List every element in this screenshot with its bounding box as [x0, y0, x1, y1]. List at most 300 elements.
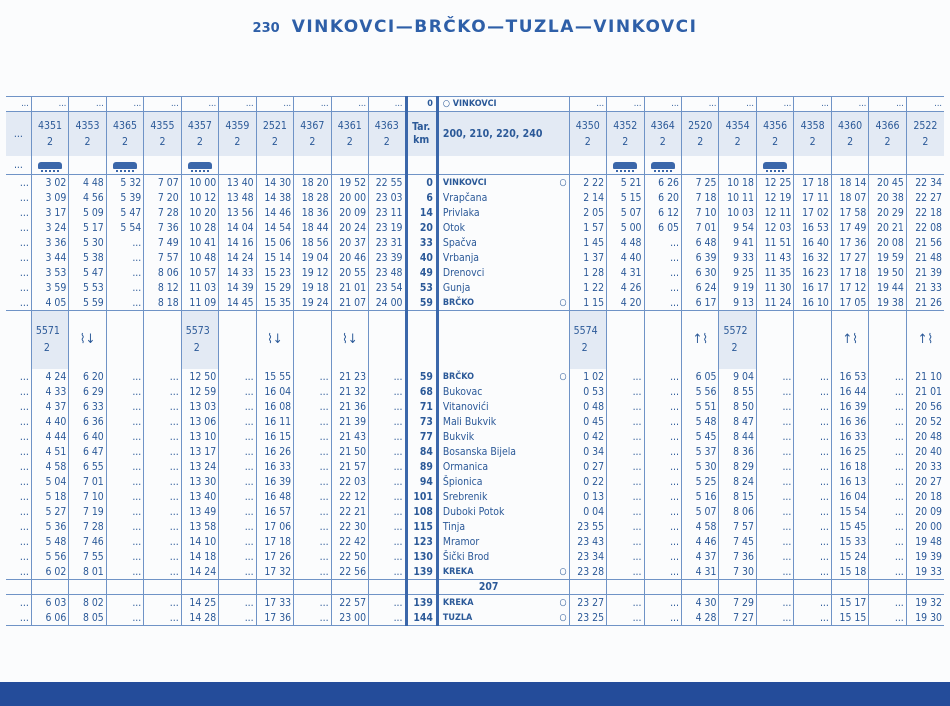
time-cell: 11 35	[756, 265, 793, 280]
connection-cell: ...	[569, 97, 606, 112]
time-cell: 6 17	[681, 295, 718, 311]
train-number: 4358	[800, 120, 825, 132]
train-class: 2	[581, 342, 588, 354]
time-cell: 14 54	[256, 220, 293, 235]
railcar-icon	[38, 162, 62, 169]
train-number: 4355	[150, 120, 175, 132]
time-cell: 18 20	[294, 175, 331, 191]
time-cell: ...	[794, 519, 831, 534]
km-cell: 73	[406, 414, 437, 429]
time-cell: 15 23	[256, 265, 293, 280]
time-cell: ...	[19, 430, 29, 443]
time-cell: 5 07	[607, 205, 644, 220]
time-cell: 4 46	[681, 534, 718, 549]
time-cell: 10 57	[181, 265, 218, 280]
icon-cell	[369, 156, 406, 175]
time-cell: 6 40	[69, 429, 106, 444]
time-cell: 9 54	[719, 220, 756, 235]
time-cell: ...	[219, 384, 256, 399]
time-cell: 17 33	[256, 595, 293, 611]
time-cell: 14 24	[219, 250, 256, 265]
time-cell: ...	[19, 505, 29, 518]
time-cell: ...	[106, 534, 143, 549]
time-cell: ...	[794, 399, 831, 414]
time-cell: 18 28	[294, 190, 331, 205]
time-cell: 8 02	[69, 595, 106, 611]
time-cell: 16 11	[256, 414, 293, 429]
station-cell	[437, 489, 569, 504]
train-number-cell	[219, 112, 256, 157]
time-cell: 13 58	[181, 519, 218, 534]
table-row	[6, 265, 944, 280]
time-cell: ...	[644, 595, 681, 611]
time-cell: 8 18	[144, 295, 181, 311]
time-cell: 22 30	[331, 519, 368, 534]
table-row	[6, 280, 944, 295]
station-cell	[437, 190, 569, 205]
time-cell: 6 20	[644, 190, 681, 205]
time-cell: 1 28	[569, 265, 606, 280]
station-name: Šički Brod	[442, 550, 490, 563]
time-cell: ...	[106, 250, 143, 265]
time-cell: ...	[369, 610, 406, 626]
train-number-cell	[644, 112, 681, 157]
time-cell: ...	[369, 504, 406, 519]
time-cell: ...	[219, 519, 256, 534]
time-cell: ...	[106, 384, 143, 399]
train-number-cell	[369, 112, 406, 157]
connection-cell: ...	[756, 97, 793, 112]
time-cell: 6 02	[31, 564, 68, 580]
time-cell: ...	[869, 444, 906, 459]
time-cell: ...	[106, 474, 143, 489]
time-cell: ...	[19, 490, 29, 503]
time-cell: 2 22	[569, 175, 606, 191]
cell	[869, 311, 906, 370]
station-cell	[437, 369, 569, 384]
time-cell: ...	[6, 610, 31, 626]
time-cell: 5 38	[69, 250, 106, 265]
cell	[219, 311, 256, 370]
time-cell: ...	[19, 565, 29, 578]
train-number: 4365	[112, 120, 137, 132]
time-cell: 1 02	[569, 369, 606, 384]
time-cell: ...	[106, 564, 143, 580]
time-cell: ...	[794, 610, 831, 626]
time-cell: 6 20	[69, 369, 106, 384]
time-cell: ...	[144, 474, 181, 489]
time-cell: 20 33	[906, 459, 944, 474]
train-number: 4350	[575, 120, 600, 132]
time-cell: 11 24	[756, 295, 793, 311]
train-number-cell	[31, 112, 68, 157]
time-cell: 0 27	[569, 459, 606, 474]
icon-cell	[31, 156, 68, 175]
time-cell: 15 06	[256, 235, 293, 250]
time-cell: ...	[219, 489, 256, 504]
time-cell: ...	[869, 399, 906, 414]
time-cell: ...	[106, 399, 143, 414]
line-207-row	[6, 580, 944, 595]
train-number: 4364	[650, 120, 675, 132]
time-cell: ...	[294, 414, 331, 429]
time-cell: ...	[219, 369, 256, 384]
time-cell: 4 40	[607, 250, 644, 265]
time-cell: ...	[756, 564, 793, 580]
train-class: 2	[383, 136, 390, 148]
connection-cell: ...	[719, 97, 756, 112]
station-name: BRČKO	[442, 297, 474, 308]
time-cell: ...	[607, 595, 644, 611]
time-cell: ...	[106, 504, 143, 519]
time-cell: ...	[294, 519, 331, 534]
time-cell: 8 06	[144, 265, 181, 280]
table-row	[6, 220, 944, 235]
time-cell: 4 31	[607, 265, 644, 280]
time-cell: ...	[756, 504, 793, 519]
time-cell: 6 24	[681, 280, 718, 295]
time-cell: 23 03	[369, 190, 406, 205]
time-cell: ...	[794, 489, 831, 504]
train-number-cell	[794, 112, 831, 157]
time-cell: 4 31	[681, 564, 718, 580]
time-cell: 5 45	[681, 429, 718, 444]
time-cell: ...	[294, 564, 331, 580]
time-cell: ...	[294, 549, 331, 564]
time-cell: 6 47	[69, 444, 106, 459]
time-cell: 16 44	[831, 384, 868, 399]
time-cell: 5 04	[31, 474, 68, 489]
time-cell: ...	[144, 564, 181, 580]
time-cell: ...	[19, 281, 29, 294]
km-cell: 101	[406, 489, 437, 504]
km-cell: 89	[406, 459, 437, 474]
station-cell	[437, 429, 569, 444]
time-cell: 19 59	[869, 250, 906, 265]
connection-cell: ...	[831, 97, 868, 112]
time-cell: ...	[219, 414, 256, 429]
cell	[256, 580, 293, 595]
time-cell: 19 18	[294, 280, 331, 295]
time-cell: ...	[106, 265, 143, 280]
time-cell: 14 10	[181, 534, 218, 549]
station-cell	[437, 474, 569, 489]
time-cell: 7 01	[681, 220, 718, 235]
table-row	[6, 369, 944, 384]
train-number-cell	[869, 112, 906, 157]
connection-cell: ...	[794, 97, 831, 112]
connection-cell: ...	[144, 97, 181, 112]
station-cell	[437, 610, 569, 626]
time-cell: ...	[607, 429, 644, 444]
station-name: Tinja	[442, 520, 466, 533]
time-cell: 14 28	[181, 610, 218, 626]
station-cell	[437, 265, 569, 280]
train-class: 2	[84, 136, 91, 148]
time-cell: 14 30	[256, 175, 293, 191]
train-number-cell	[831, 112, 868, 157]
time-cell: ...	[19, 206, 29, 219]
time-cell: ...	[144, 459, 181, 474]
time-cell: ...	[756, 414, 793, 429]
time-cell: 11 43	[756, 250, 793, 265]
time-cell: 0 53	[569, 384, 606, 399]
km-cell: 59	[406, 295, 437, 311]
time-cell: ...	[756, 384, 793, 399]
time-cell: 16 10	[794, 295, 831, 311]
time-cell: 6 29	[69, 384, 106, 399]
station-circle-icon: ○	[559, 371, 567, 382]
time-cell: 16 08	[256, 399, 293, 414]
train-number: 5572	[723, 325, 748, 337]
table-row	[6, 429, 944, 444]
time-cell: 21 23	[331, 369, 368, 384]
time-cell: 14 25	[181, 595, 218, 611]
time-cell: 20 48	[906, 429, 944, 444]
station-circle-icon: ○	[559, 297, 567, 308]
table-row	[6, 414, 944, 429]
icon-cell	[69, 156, 106, 175]
table-row	[6, 549, 944, 564]
time-cell: 4 24	[31, 369, 68, 384]
time-cell: ...	[19, 535, 29, 548]
time-cell: 5 21	[607, 175, 644, 191]
time-cell: 21 33	[906, 280, 944, 295]
time-cell: ...	[19, 475, 29, 488]
time-cell: ...	[219, 534, 256, 549]
train-class: 2	[271, 136, 278, 148]
table-row	[6, 564, 944, 580]
time-cell: 4 20	[607, 295, 644, 311]
station-cell	[437, 250, 569, 265]
time-cell: ...	[106, 429, 143, 444]
time-cell: 20 37	[331, 235, 368, 250]
time-cell: 16 32	[794, 250, 831, 265]
connection-cell: ...	[219, 97, 256, 112]
time-cell: ...	[106, 595, 143, 611]
time-cell: 21 50	[331, 444, 368, 459]
time-cell: ...	[294, 610, 331, 626]
time-cell: 8 47	[719, 414, 756, 429]
station-cell	[437, 235, 569, 250]
time-cell: 7 20	[144, 190, 181, 205]
station-cell	[437, 459, 569, 474]
time-cell: ...	[756, 595, 793, 611]
time-cell: 17 18	[256, 534, 293, 549]
cell	[31, 580, 68, 595]
icon-cell	[219, 156, 256, 175]
train-number: 4363	[374, 120, 399, 132]
train-number: 2520	[688, 120, 713, 132]
time-cell: 9 41	[719, 235, 756, 250]
time-cell: 6 06	[31, 610, 68, 626]
time-cell: ...	[106, 459, 143, 474]
cell	[294, 580, 331, 595]
km-cell: 20	[406, 220, 437, 235]
time-cell: 10 11	[719, 190, 756, 205]
time-cell: 14 24	[181, 564, 218, 580]
train-number: 4354	[725, 120, 750, 132]
time-cell: ...	[106, 235, 143, 250]
train-number: 4353	[75, 120, 100, 132]
time-cell: 7 36	[144, 220, 181, 235]
station-name: Mali Bukvik	[442, 415, 497, 428]
time-cell: ...	[219, 399, 256, 414]
time-cell: 17 11	[794, 190, 831, 205]
station-cell	[437, 220, 569, 235]
arrow-up-icon: ↑⌇	[831, 311, 868, 370]
train-class: 2	[622, 136, 629, 148]
time-cell: 4 51	[31, 444, 68, 459]
time-cell: 5 18	[31, 489, 68, 504]
time-cell: 9 19	[719, 280, 756, 295]
time-cell: 19 24	[294, 295, 331, 311]
time-cell: ...	[369, 474, 406, 489]
time-cell: ...	[869, 595, 906, 611]
time-cell: 0 42	[569, 429, 606, 444]
time-cell: 20 40	[906, 444, 944, 459]
train-class: 2	[659, 136, 666, 148]
header-cell: ...	[6, 112, 31, 157]
time-cell: 19 33	[906, 564, 944, 580]
time-cell: 6 03	[31, 595, 68, 611]
time-cell: ...	[294, 384, 331, 399]
time-cell: ...	[756, 459, 793, 474]
time-cell: ...	[219, 459, 256, 474]
time-cell: ...	[144, 549, 181, 564]
station-name: Mramor	[442, 535, 480, 548]
station-name: VINKOVCI	[452, 99, 497, 109]
km-cell: 14	[406, 205, 437, 220]
time-cell: 20 52	[906, 414, 944, 429]
time-cell: ...	[369, 384, 406, 399]
station-cell	[437, 444, 569, 459]
railcar-icon	[188, 162, 212, 169]
cell	[681, 580, 718, 595]
station-name: Spačva	[442, 236, 477, 249]
table-row	[6, 235, 944, 250]
train-number-header	[6, 112, 944, 157]
table-row	[6, 175, 944, 191]
table-row	[6, 205, 944, 220]
icon-cell	[294, 156, 331, 175]
time-cell: ...	[294, 444, 331, 459]
time-cell: ...	[294, 369, 331, 384]
time-cell: 18 14	[831, 175, 868, 191]
time-cell: 16 13	[831, 474, 868, 489]
time-cell: 4 30	[681, 595, 718, 611]
train-class: 2	[584, 136, 591, 148]
line-number: 207	[437, 580, 569, 595]
time-cell: ...	[794, 429, 831, 444]
train-number-cell	[69, 112, 106, 157]
connection-cell: ...	[31, 97, 68, 112]
station-cell	[437, 205, 569, 220]
time-cell: 10 12	[181, 190, 218, 205]
km-cell: 144	[406, 610, 437, 626]
table-row	[6, 474, 944, 489]
time-cell: ...	[19, 251, 29, 264]
cell	[756, 311, 793, 370]
station-cell	[437, 504, 569, 519]
arrow-up-icon: ↑⌇	[681, 311, 718, 370]
table-row	[6, 504, 944, 519]
time-cell: 7 18	[681, 190, 718, 205]
time-cell: 17 05	[831, 295, 868, 311]
time-cell: 8 05	[69, 610, 106, 626]
time-cell: 2 05	[569, 205, 606, 220]
time-cell: 7 25	[681, 175, 718, 191]
time-cell: 22 03	[331, 474, 368, 489]
time-cell: 14 16	[219, 235, 256, 250]
time-cell: 10 28	[181, 220, 218, 235]
time-cell: 23 43	[569, 534, 606, 549]
icon-cell	[681, 156, 718, 175]
time-cell: 3 59	[31, 280, 68, 295]
time-cell: ...	[794, 504, 831, 519]
time-cell: ...	[644, 399, 681, 414]
train-class: 2	[234, 136, 241, 148]
time-cell: 19 30	[906, 610, 944, 626]
time-cell: 10 18	[719, 175, 756, 191]
lines-header: 200, 210, 220, 240	[437, 112, 569, 157]
time-cell: 4 28	[681, 610, 718, 626]
time-cell: ...	[19, 550, 29, 563]
time-cell: ...	[219, 610, 256, 626]
km-cell: 49	[406, 265, 437, 280]
train-class: 2	[884, 136, 891, 148]
connection-cell: ...	[181, 97, 218, 112]
time-cell: 6 48	[681, 235, 718, 250]
timetable-number: 230	[252, 21, 280, 36]
time-cell: 17 06	[256, 519, 293, 534]
station-name: Vrapčana	[442, 191, 488, 204]
connection-cell: ...	[681, 97, 718, 112]
station-cell	[437, 534, 569, 549]
cell	[869, 580, 906, 595]
time-cell: ...	[794, 369, 831, 384]
time-cell: 6 26	[644, 175, 681, 191]
km-cell: 0	[406, 175, 437, 191]
time-cell: 17 02	[794, 205, 831, 220]
time-cell: ...	[869, 459, 906, 474]
page-title	[0, 17, 950, 37]
time-cell: 15 18	[831, 564, 868, 580]
icon-cell	[607, 156, 644, 175]
time-cell: ...	[644, 534, 681, 549]
time-cell: 4 33	[31, 384, 68, 399]
cell	[569, 580, 606, 595]
time-cell: ...	[607, 459, 644, 474]
time-cell: ...	[369, 429, 406, 444]
time-cell: 16 26	[256, 444, 293, 459]
table-row	[6, 190, 944, 205]
time-cell: 15 55	[256, 369, 293, 384]
time-cell: 4 26	[607, 280, 644, 295]
time-cell: 23 28	[569, 564, 606, 580]
table-row	[6, 595, 944, 611]
time-cell: 9 33	[719, 250, 756, 265]
station-circle-icon: ○	[559, 177, 567, 188]
time-cell: 13 40	[181, 489, 218, 504]
time-cell: ...	[869, 414, 906, 429]
time-cell: 4 58	[31, 459, 68, 474]
km-header: Tar. km	[406, 112, 437, 157]
time-cell: ...	[294, 504, 331, 519]
train-number: 2521	[262, 120, 287, 132]
time-cell: 4 37	[681, 549, 718, 564]
train-number: 4357	[187, 120, 212, 132]
